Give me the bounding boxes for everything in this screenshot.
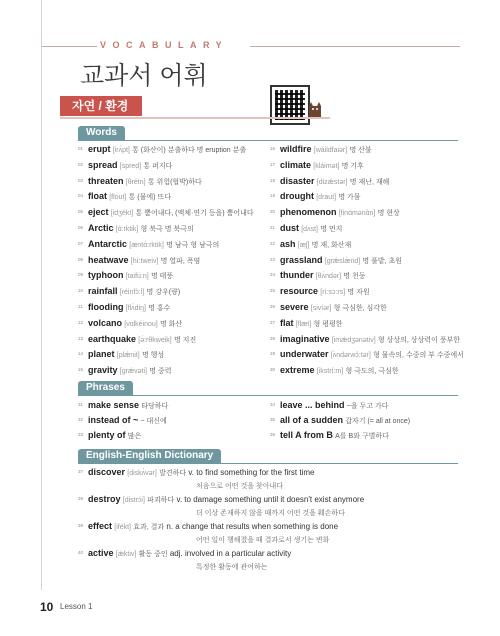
- entry-meaning: 명 강우(량): [146, 289, 181, 297]
- section-words-label: Words: [78, 126, 125, 140]
- entry-word: earthquake: [88, 333, 137, 344]
- entry-meaning: 형 평평한: [313, 320, 343, 328]
- phrase-text: tell A from B: [280, 430, 333, 440]
- words-right-column: [270, 143, 470, 380]
- phrase-text: make sense: [88, 400, 140, 410]
- entry-pronunciation: [irʌ́pt]: [112, 147, 130, 154]
- entry-meaning: 명 기후: [341, 162, 364, 170]
- entry-word: severe: [280, 301, 309, 312]
- entry-word: extreme: [280, 365, 315, 376]
- page-number: 10: [40, 600, 54, 614]
- entry-definition-korean: 어떤 일이 행해졌을 때 결과로서 생기는 변화: [196, 537, 330, 544]
- word-entry: [78, 269, 273, 285]
- entry-pronunciation: [finɑ́mənɑ̀n]: [338, 210, 376, 218]
- entry-word: phenomenon: [280, 207, 337, 218]
- word-entry: [78, 364, 273, 380]
- entry-number: 19: [270, 193, 276, 199]
- phrase-text: plenty of: [88, 430, 126, 440]
- entry-word: wildfire: [280, 144, 312, 154]
- entry-definition-korean: 더 이상 존재하지 않을 때까지 어떤 것을 훼손하다: [196, 510, 345, 517]
- entry-meaning: 통 뿜어내다, (액체·연기 등을) 뿜어내다: [135, 210, 254, 218]
- dictionary-list: [78, 466, 468, 574]
- entry-pronunciation: [spred]: [119, 162, 142, 170]
- entry-pronunciation: [flʌ́diŋ]: [125, 304, 146, 312]
- entry-number: 23: [270, 256, 276, 262]
- entry-meaning: 명 재난, 재해: [349, 178, 390, 186]
- entry-meaning: 형 극심한, 심각한: [333, 304, 387, 312]
- entry-pronunciation: [ə́:rθkweik]: [138, 336, 172, 344]
- entry-meaning: 효과, 결과: [133, 524, 165, 531]
- section-phrases-rule: [78, 395, 458, 396]
- margin-rule: [41, 0, 42, 590]
- phrase-meaning: 갑자기 (= all at once): [345, 418, 411, 425]
- entry-meaning: 명 화산: [159, 320, 183, 328]
- entry-word: eject: [88, 207, 109, 218]
- phrase-meaning: 많은: [127, 433, 142, 440]
- entry-pronunciation: [diskʌ́vər]: [127, 470, 157, 477]
- entry-word: planet: [88, 349, 115, 360]
- entry-number: 06: [78, 224, 84, 230]
- entry-number: 03: [78, 177, 84, 183]
- entry-meaning: 활동 중인: [138, 551, 168, 558]
- section-dictionary-label: English-English Dictionary: [78, 449, 221, 463]
- entry-word: dust: [280, 222, 299, 233]
- word-entry: [270, 175, 470, 191]
- entry-meaning: 명 열파, 폭염: [160, 257, 201, 265]
- entry-pronunciation: [ɑ́:rktik]: [115, 225, 139, 233]
- entry-pronunciation: [hí:tweiv]: [130, 257, 159, 265]
- entry-pronunciation: [vɑlkéinou]: [124, 320, 158, 328]
- entry-pronunciation: [dizǽstər]: [316, 178, 348, 186]
- dictionary-entry: [78, 520, 468, 547]
- entry-pronunciation: [flout]: [109, 194, 127, 202]
- qr-code[interactable]: [270, 85, 310, 125]
- word-entry: [78, 333, 273, 349]
- phrase-entry: [270, 399, 470, 414]
- vocabulary-header: [0, 40, 500, 54]
- entry-word: typhoon: [88, 270, 124, 281]
- entry-meaning: 명 풀밭, 초원: [362, 257, 403, 265]
- phrase-meaning: 타당하다: [141, 403, 169, 410]
- dictionary-entry: [78, 547, 468, 574]
- entry-pronunciation: [grǽvəti]: [119, 368, 147, 376]
- entry-pronunciation: [wáildfaiər]: [313, 147, 348, 154]
- entry-word: ash: [280, 238, 296, 249]
- entry-definition: v. to find something for the first time: [188, 468, 315, 477]
- entry-number: 39: [78, 523, 84, 528]
- entry-pronunciation: [rí:sɔ:rs]: [320, 289, 346, 297]
- entry-word: flat: [280, 317, 294, 328]
- word-entry: [270, 348, 470, 364]
- entry-definition-korean: 처음으로 어떤 것을 찾아내다: [196, 483, 283, 490]
- entry-word: discover: [88, 467, 126, 477]
- entry-word: threaten: [88, 175, 124, 186]
- entry-word: erupt: [88, 144, 111, 154]
- word-entry: [78, 175, 273, 191]
- entry-pronunciation: [kláimət]: [313, 162, 340, 170]
- word-entry: [270, 285, 470, 301]
- word-entry: [78, 285, 273, 301]
- entry-pronunciation: [sivíər]: [310, 304, 332, 312]
- entry-meaning: 명 지진: [173, 336, 197, 344]
- dictionary-entry: [78, 466, 468, 493]
- entry-definition: v. to damage something until it doesn't exist anymore: [176, 495, 365, 504]
- entry-number: 25: [270, 288, 276, 294]
- entry-number: 07: [78, 240, 84, 246]
- entry-pronunciation: [draut]: [316, 194, 337, 202]
- word-entry: [270, 254, 470, 270]
- entry-word: thunder: [280, 270, 314, 281]
- entry-number: 11: [78, 303, 83, 309]
- entry-word: climate: [280, 159, 312, 170]
- entry-word: destroy: [88, 494, 121, 504]
- entry-meaning: 명 현상: [377, 210, 400, 218]
- word-entry: [78, 159, 273, 175]
- entry-number: 16: [270, 146, 276, 151]
- entry-meaning: 통 (물에) 뜨다: [128, 194, 171, 202]
- entry-pronunciation: [grǽslæ̀nd]: [324, 257, 361, 265]
- word-entry: [270, 222, 470, 238]
- category-underline: [60, 117, 330, 119]
- phrase-entry: [270, 414, 470, 429]
- entry-number: 24: [270, 272, 276, 278]
- lesson-label: Lesson 1: [60, 602, 93, 611]
- entry-number: 17: [270, 161, 276, 167]
- entry-word: Antarctic: [88, 238, 128, 249]
- word-entry: [78, 238, 273, 254]
- entry-pronunciation: [θʌ́ndər]: [315, 273, 342, 281]
- phrase-entry: [78, 429, 273, 444]
- entry-number: 38: [78, 496, 84, 501]
- phrase-meaning: ~ 대신에: [140, 418, 167, 425]
- entry-meaning: 파괴하다: [147, 497, 175, 504]
- entry-meaning: 명 자원: [347, 289, 370, 297]
- entry-word: flooding: [88, 301, 124, 312]
- entry-word: Arctic: [88, 222, 114, 233]
- entry-word: volcano: [88, 317, 123, 328]
- entry-number: 21: [270, 224, 276, 230]
- entry-number: 05: [78, 209, 84, 215]
- entry-meaning: 명 홍수: [148, 304, 171, 312]
- word-entry: [78, 254, 273, 270]
- phrases-left-column: [78, 399, 273, 444]
- phrase-entry: [270, 429, 470, 444]
- word-entry: [270, 143, 470, 159]
- entry-meaning: 명 가뭄: [338, 194, 361, 202]
- entry-number: 26: [270, 303, 276, 309]
- entry-definition: n. a change that results when something is done: [166, 522, 339, 531]
- entry-meaning: 명 먼지: [320, 225, 343, 233]
- entry-definition-korean: 특정한 활동에 관여하는: [196, 564, 268, 571]
- entry-meaning: 명 천둥: [343, 273, 366, 281]
- entry-pronunciation: [θrétn]: [125, 178, 146, 186]
- entry-meaning: 통 (화산이) 분출하다 명 eruption 분출: [132, 147, 247, 154]
- word-entry: [270, 238, 470, 254]
- entry-number: 33: [78, 432, 84, 437]
- phrase-text: all of a sudden: [280, 415, 344, 425]
- word-entry: [78, 190, 273, 206]
- entry-word: float: [88, 191, 107, 202]
- entry-meaning: 명 재, 화산재: [311, 241, 352, 249]
- word-entry: [270, 269, 470, 285]
- entry-number: 37: [78, 469, 84, 474]
- dictionary-entry: [78, 493, 468, 520]
- entry-number: 01: [78, 146, 84, 151]
- phrases-right-column: [270, 399, 470, 444]
- entry-number: 18: [270, 177, 276, 183]
- word-entry: [78, 301, 273, 317]
- entry-word: rainfall: [88, 286, 118, 297]
- entry-number: 08: [78, 256, 84, 262]
- entry-word: grassland: [280, 254, 323, 265]
- entry-meaning: 발견하다: [159, 470, 187, 477]
- entry-pronunciation: [plǽnit]: [116, 352, 140, 360]
- word-entry: [78, 206, 273, 222]
- word-entry: [270, 364, 470, 380]
- entry-pronunciation: [distrɔ́i]: [122, 497, 145, 504]
- entry-pronunciation: [ǽktiv]: [115, 551, 137, 558]
- vocabulary-banner: VOCABULARY: [100, 40, 229, 50]
- entry-meaning: 명 중력: [149, 368, 172, 376]
- section-dictionary-rule: [78, 463, 458, 464]
- entry-meaning: 형 북극 명 북극의: [140, 225, 194, 233]
- entry-number: 02: [78, 161, 84, 167]
- entry-number: 34: [270, 402, 276, 407]
- entry-word: spread: [88, 159, 118, 170]
- word-entry: [270, 206, 470, 222]
- phrase-meaning: ~을 두고 가다: [346, 403, 389, 410]
- phrase-meaning: A를 B와 구별하다: [335, 433, 389, 440]
- word-entry: [270, 190, 470, 206]
- entry-word: underwater: [280, 349, 329, 360]
- entry-number: 22: [270, 240, 276, 246]
- entry-pronunciation: [æʃ]: [297, 241, 310, 249]
- header-rule-left: [42, 46, 97, 47]
- entry-pronunciation: [flæt]: [295, 320, 312, 328]
- entry-pronunciation: [æntɑ́:rktik]: [129, 241, 164, 249]
- category-banner: 자연 / 환경: [60, 96, 142, 116]
- entry-number: 29: [270, 351, 276, 357]
- entry-number: 13: [78, 335, 84, 341]
- entry-number: 09: [78, 272, 84, 278]
- word-entry: [78, 317, 273, 333]
- word-entry: [270, 317, 470, 333]
- entry-number: 10: [78, 288, 84, 294]
- word-entry: [270, 333, 470, 349]
- word-entry: [78, 348, 273, 364]
- page-title: 교과서 어휘: [80, 62, 208, 90]
- entry-number: 36: [270, 432, 276, 437]
- header-rule-right: [250, 46, 460, 47]
- entry-meaning: 형 상상의, 상상력이 풍부한: [377, 336, 461, 344]
- entry-word: heatwave: [88, 254, 129, 265]
- section-phrases-label: Phrases: [78, 381, 133, 395]
- entry-meaning: 통 위험(협박)하다: [147, 178, 202, 186]
- words-left-column: [78, 143, 273, 380]
- entry-pronunciation: [taifú:n]: [125, 273, 149, 281]
- entry-meaning: 형 극도의, 극심한: [345, 368, 399, 376]
- entry-pronunciation: [imǽdʒənətiv]: [331, 336, 376, 344]
- entry-number: 28: [270, 335, 276, 341]
- entry-number: 30: [270, 367, 276, 373]
- entry-number: 20: [270, 209, 276, 215]
- phrase-entry: [78, 399, 273, 414]
- entry-meaning: 통 퍼지다: [143, 162, 173, 170]
- entry-word: drought: [280, 191, 314, 202]
- entry-number: 31: [78, 402, 84, 407]
- entry-number: 40: [78, 550, 84, 555]
- entry-number: 04: [78, 193, 84, 199]
- entry-pronunciation: [ifékt]: [114, 524, 131, 531]
- word-entry: [270, 301, 470, 317]
- section-words-rule: [78, 140, 458, 141]
- entry-meaning: 명 태풍: [150, 273, 174, 281]
- phrase-text: instead of ~: [88, 415, 139, 425]
- entry-word: imaginative: [280, 333, 330, 344]
- entry-number: 27: [270, 319, 276, 325]
- word-entry: [78, 143, 273, 159]
- entry-number: 35: [270, 417, 276, 422]
- phrase-entry: [78, 414, 273, 429]
- entry-pronunciation: [ʌ̀ndərwɔ́:tər]: [330, 352, 371, 360]
- entry-number: 12: [78, 319, 84, 325]
- entry-pronunciation: [dʌst]: [301, 225, 318, 233]
- entry-word: gravity: [88, 365, 118, 376]
- entry-meaning: 형 물속의, 수중의 부 수중에서: [373, 352, 464, 360]
- entry-word: effect: [88, 521, 113, 531]
- entry-pronunciation: [ikstrí:m]: [316, 368, 344, 376]
- word-entry: [78, 222, 273, 238]
- entry-meaning: 명 산불: [349, 147, 372, 154]
- entry-number: 32: [78, 417, 84, 422]
- entry-pronunciation: [idʒékt]: [110, 210, 134, 218]
- entry-number: 14: [78, 351, 84, 357]
- entry-word: resource: [280, 286, 319, 297]
- word-entry: [270, 159, 470, 175]
- cat-icon: [306, 98, 324, 118]
- entry-meaning: 명 남극 형 남극의: [166, 241, 220, 249]
- entry-word: disaster: [280, 175, 315, 186]
- entry-word: active: [88, 548, 114, 558]
- entry-number: 15: [78, 367, 84, 373]
- entry-definition: adj. involved in a particular activity: [169, 549, 292, 558]
- entry-meaning: 명 행성: [141, 352, 165, 360]
- phrase-text: leave ... behind: [280, 400, 345, 410]
- entry-pronunciation: [réinfɔ̀:l]: [119, 289, 145, 297]
